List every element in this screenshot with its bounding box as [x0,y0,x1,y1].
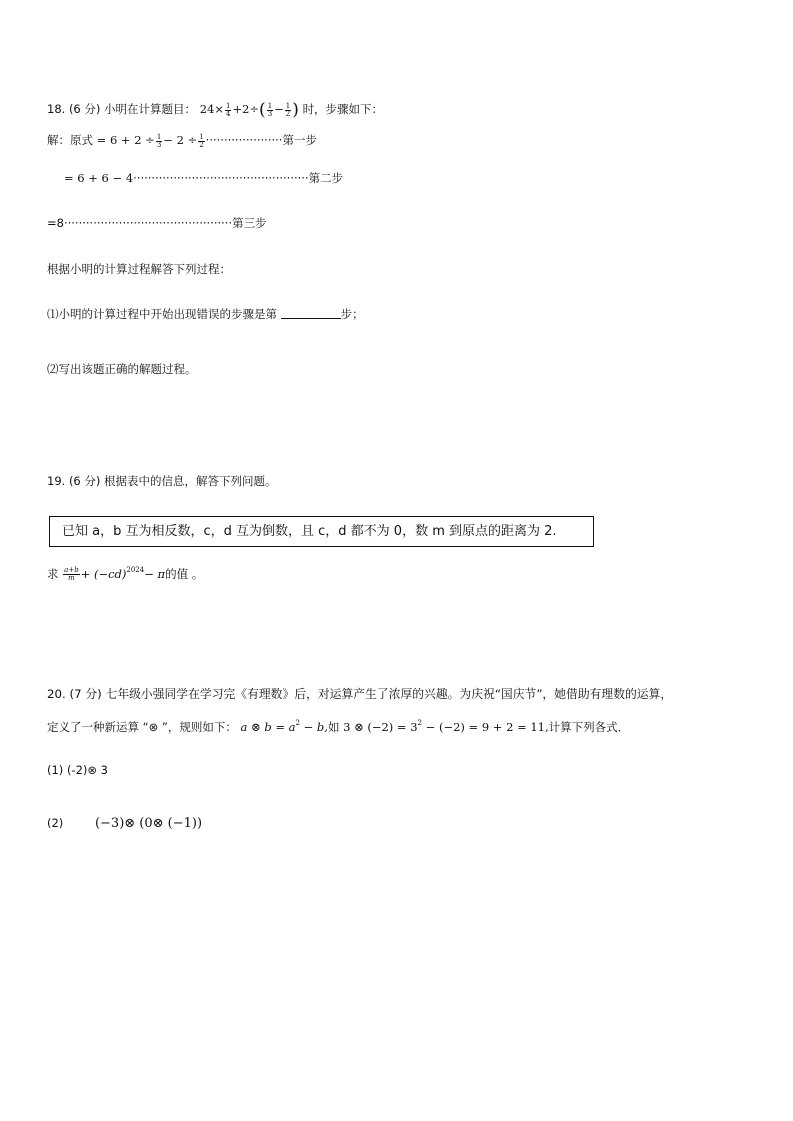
q18-step3-label: 第三步 [232,216,267,230]
q18-part2: ⑵写出该题正确的解题过程。 [47,362,197,376]
q18-expr-part: +2÷ [232,102,260,116]
q19-intro: 19. (6 分) 根据表中的信息，解答下列问题。 [47,474,277,488]
q18-frac-third: $\frac{1}{3}$ [267,101,273,118]
q18-step1 [47,132,317,149]
q18-step1-expr: = 6 + 2 ÷ $\frac{1}{3}$ − 2 ÷ $\frac{1}{2}$ [96,132,204,149]
q18-solution-label: 解：原式 [47,133,97,147]
q18-suffix: 时，步骤如下： [302,102,384,116]
q18-step3-expr: =8 [47,216,64,230]
q18-expr-part: 24× [199,102,224,116]
q19-expr-tail: − π [144,567,166,581]
q18-step2-expr: = 6 + 6 − 4 [64,171,134,185]
q18-step1-dots: ····················· [205,133,283,147]
q18-frac-half: $\frac{1}{2}$ [285,101,291,118]
q18-part1 [47,306,364,322]
q19-expr: + (−cd) [80,567,127,581]
q20-part1: (1) (-2)⊗ 3 [47,763,108,777]
q18-expression: 24× $\frac{1}{4}$ +2÷( $\frac{1}{3}$ − $\frac{1}{2}$ ) [199,100,299,120]
q20-def-text: 定义了一种新运算 “⊗ ”，规则如下： [47,720,237,734]
q19-ask-prefix: 求 [47,567,63,581]
q20-part2 [47,815,202,832]
q20-rule: a ⊗ $b = a^2 - b$, [240,719,328,734]
q20-part2-label: (2) [47,816,64,830]
q18-step2 [64,170,343,186]
q18-prompt: 根据小明的计算过程解答下列过程： [47,262,231,276]
q19-ask [47,562,203,582]
q18-header [47,101,383,118]
q20-part2-expr: (−3)⊗ (0⊗ (−1)) [94,816,203,831]
q18-step3 [47,215,267,231]
q19-box-text: 已知 a，b 互为相反数，c，d 互为倒数，且 c，d 都不为 0，数 m 到原点的距离为 2. [62,524,557,539]
q18-intro: 18. (6 分) 小明在计算题目： [47,102,197,116]
q18-part1-tail: 步； [340,307,364,321]
q18-step2-dots: ················································ [133,171,309,185]
q19-exponent: 2024 [126,566,145,574]
q18-step3-dots: ·············································· [63,216,233,230]
q18-frac-quarter: $\frac{1}{4}$ [225,101,231,118]
q19-ask-suffix: 的值 。 [165,567,204,581]
q18-step2-label: 第二步 [308,171,344,185]
q20-def-tail: 计算下列各式． [548,720,630,734]
q20-intro: 20. (7 分) 七年级小强同学在学习完《有理数》后，对运算产生了浓厚的兴趣。为庆祝“国庆节”，她借助有理数的运算， [47,687,673,701]
q19-fraction: $\frac{a+b}{m}$ [64,566,79,582]
q18-step1-label: 第一步 [282,133,317,147]
q20-example: 如 3 ⊗ $(-2) = 3^2 - (-2) = 9 + 2 = 11$, [327,719,549,734]
q18-part1-text: ⑴小明的计算过程中开始出现错误的步骤是第 [47,307,281,321]
q19-info-box [49,516,594,547]
q18-answer-blank[interactable] [281,308,341,319]
q20-definition [47,715,629,735]
